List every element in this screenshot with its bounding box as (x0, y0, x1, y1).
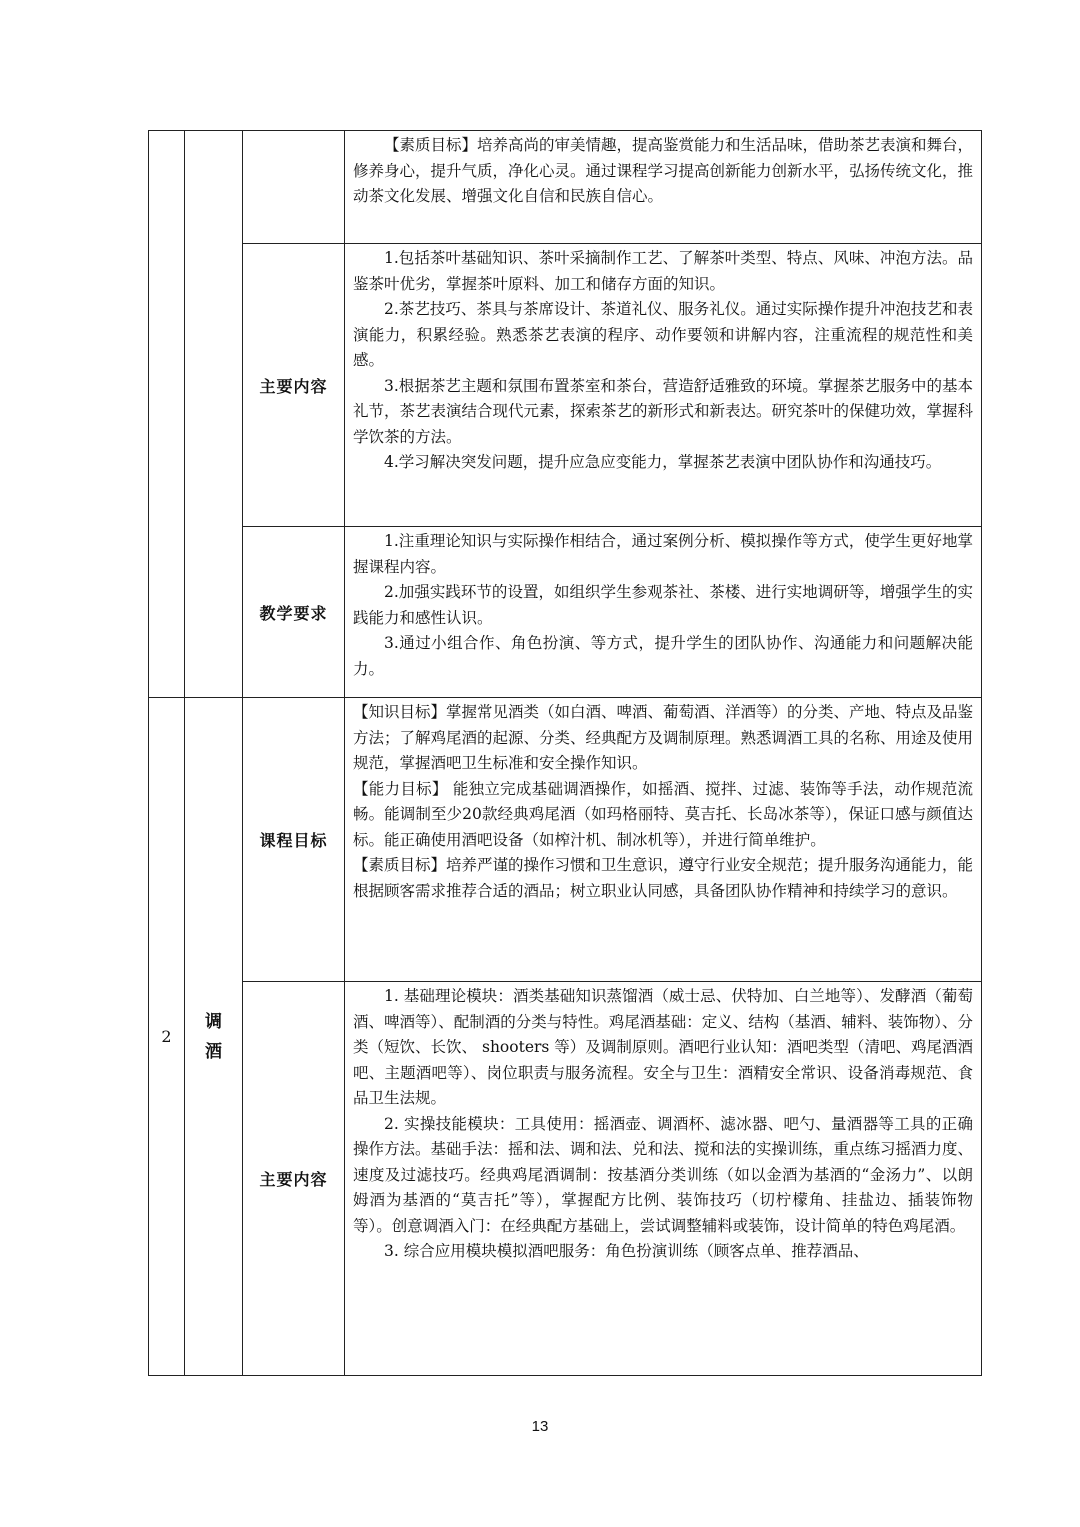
list-item: 1.注重理论知识与实际操作相结合，通过案例分析、模拟操作等方式，使学生更好地掌握课程内容。 (353, 532, 973, 576)
main-content-cell (345, 244, 982, 527)
table-row (149, 244, 982, 527)
list-item: 2. 实操技能模块：工具使用：摇酒壶、调酒杯、滤冰器、吧勺、量酒器等工具的正确操作方法。基础手法：摇和法、调和法、兑和法、搅和法的实操训练，重点练习摇酒力度、速度及过滤技巧。经典鸡尾酒调制：按基酒分类训练（如以金酒为基酒的“金汤力”、以朗姆酒为基酒的“莫吉托”等），掌握配方比例、装饰技巧（切柠檬角、挂盐边、插装饰物等）。创意调酒入门：在经典配方基础上，尝试调整辅料或装饰，设计简单的特色鸡尾酒。 (353, 1114, 974, 1235)
course-table (148, 130, 982, 1376)
ability-goal-text: 【能力目标】 能独立完成基础调酒操作，如摇酒、搅拌、过滤、装饰等手法，动作规范流畅。能调制至少20款经典鸡尾酒（如玛格丽特、莫吉托、长岛冰茶等），保证口感与颜值达标。能正确使用酒吧设备（如榨汁机、制冰机等），并进行简单维护。 (353, 779, 973, 849)
course-goals-cell (345, 698, 982, 982)
quality-goal-text: 【素质目标】培养严谨的操作习惯和卫生意识，遵守行业安全规范；提升服务沟通能力，能根据顾客需求推荐合适的酒品；树立职业认同感，具备团队协作精神和持续学习的意识。 (353, 856, 974, 900)
list-item: 3.根据茶艺主题和氛围布置茶室和茶台，营造舒适雅致的环境。掌握茶艺服务中的基本礼节，茶艺表演结合现代元素，探索茶艺的新形式和新表达。研究茶叶的保健功效，掌握科学饮茶的方法。 (353, 376, 974, 446)
list-item: 2.茶艺技巧、茶具与茶席设计、茶道礼仪、服务礼仪。通过实际操作提升冲泡技艺和表演能力，积累经验。熟悉茶艺表演的程序、动作要领和讲解内容，注重流程的规范性和美感。 (353, 300, 973, 369)
course-name-char: 酒 (205, 1041, 222, 1062)
table-row (149, 527, 982, 698)
table-row (149, 698, 982, 982)
main-content-cell (345, 982, 982, 1376)
list-item: 4.学习解决突发问题，提升应急应变能力，掌握茶艺表演中团队协作和沟通技巧。 (384, 453, 942, 471)
quality-goal-text: 【素质目标】培养高尚的审美情趣，提高鉴赏能力和生活品味，借助茶艺表演和舞台，修养身心，提升气质，净化心灵。通过课程学习提高创新能力创新水平，弘扬传统文化，推动茶文化发展、增强文化自信和民族自信心。 (353, 136, 974, 205)
table-row (149, 131, 982, 244)
course-name-cell (185, 698, 243, 1376)
number-cell-empty (149, 131, 185, 698)
quality-goal-cell (345, 131, 982, 244)
label-cell-empty (243, 131, 345, 244)
page-number: 13 (531, 1418, 549, 1435)
list-item: 3. 综合应用模块模拟酒吧服务：角色扮演训练（顾客点单、推荐酒品、 (384, 1242, 869, 1260)
section-number: 2 (149, 698, 185, 1376)
list-item: 1.包括茶叶基础知识、茶叶采摘制作工艺、了解茶叶类型、特点、风味、冲泡方法。品鉴茶叶优劣，掌握茶叶原料、加工和储存方面的知识。 (353, 249, 973, 293)
list-item: 3.通过小组合作、角色扮演、等方式，提升学生的团队协作、沟通能力和问题解决能力。 (353, 634, 973, 678)
main-content-label: 主要内容 (243, 244, 345, 527)
teaching-requirements-cell (345, 527, 982, 698)
teaching-requirements-label: 教学要求 (243, 527, 345, 698)
list-item: 2.加强实践环节的设置，如组织学生参观茶社、茶楼、进行实地调研等，增强学生的实践能力和感性认识。 (353, 583, 973, 627)
table-row (149, 982, 982, 1376)
list-item: 1. 基础理论模块：酒类基础知识蒸馏酒（威士忌、伏特加、白兰地等）、发酵酒（葡萄酒、啤酒等）、配制酒的分类与特性。鸡尾酒基础：定义、结构（基酒、辅料、装饰物）、分类（短饮、长饮、 shooters 等）及调制原则。酒吧行业认知：酒吧类型（清吧、鸡尾酒酒吧、主题酒吧等）、岗位职责与服务流程。安全与卫生：酒精安全常识、设备消毒规范、食品卫生法规。 (353, 987, 974, 1107)
knowledge-goal-text: 【知识目标】掌握常见酒类（如白酒、啤酒、葡萄酒、洋酒等）的分类、产地、特点及品鉴方法；了解鸡尾酒的起源、分类、经典配方及调制原理。熟悉调酒工具的名称、用途及使用规范，掌握酒吧卫生标准和安全操作知识。 (353, 703, 974, 772)
main-content-label: 主要内容 (243, 982, 345, 1376)
course-cell-empty (185, 131, 243, 698)
course-name-char: 调 (205, 1011, 222, 1032)
course-goals-label: 课程目标 (243, 698, 345, 982)
